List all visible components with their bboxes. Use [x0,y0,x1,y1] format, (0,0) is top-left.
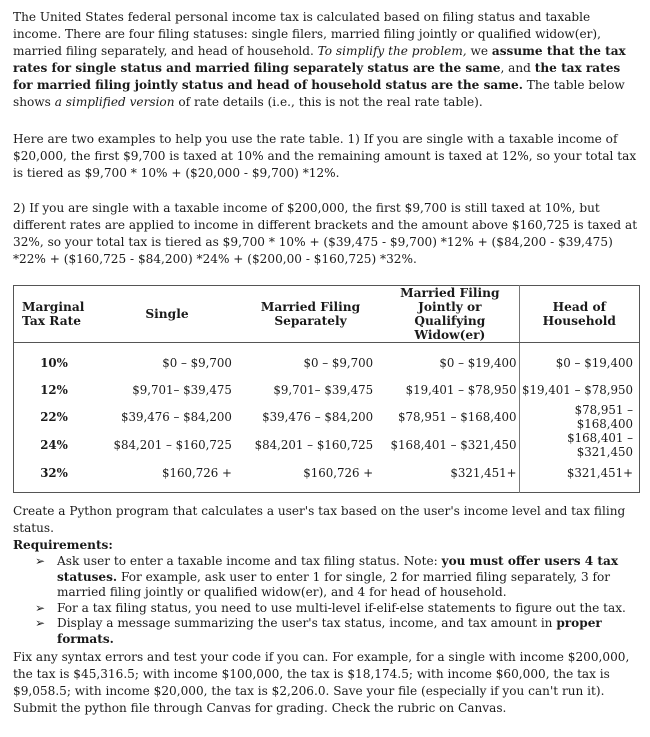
intro-paragraph [13,9,639,111]
header-married-separately: Married Filing Separately [240,286,381,343]
intro-tail: of rate details (i.e., this is not the real rate table). [178,95,483,109]
example-1-paragraph: Here are two examples to help you use the rate table. 1) If you are single with a taxable income of $20,000, the first $9,700 is taxed at 10% and the remaining amount is taxed at 12%, so your total tax is tiered as $9,700 * 10% + ($20,000 - $9,700) *12%. [13,132,637,180]
list-item [31,554,639,601]
requirements-list [13,554,639,648]
req2-text: For a tax filing status, you need to use multi-level if-elif-else statements to figure out the tax. [57,600,626,615]
arrow-bullet-icon: ➢ [35,600,46,615]
header-marginal-rate: Marginal Tax Rate [14,286,95,343]
table-row [14,403,640,431]
mfj-cell: $78,951 – $168,400 [381,403,519,431]
mfj-cell: $19,401 – $78,950 [381,376,519,403]
task-description: Create a Python program that calculates a user's tax based on the user's income level and tax filing status. [13,504,626,535]
mfs-cell: $84,201 – $160,725 [254,438,374,452]
hoh-cell: $19,401 – $78,950 [522,382,633,397]
table-header-row [14,286,640,343]
header-head-of-household: Head of Household [519,286,639,343]
table-row [14,431,640,459]
hoh-cell: $78,951 – $168,400 [574,403,633,431]
mfs-cell: $9,701– $39,475 [273,382,374,397]
hoh-cell: $0 – $19,400 [555,355,633,370]
mfs-cell: $160,726 + [303,465,374,480]
requirements-label: Requirements: [13,538,113,552]
header-single: Single [94,286,240,343]
intro-table-note: The table below shows [13,78,625,109]
intro-text: The United States federal personal income tax is calculated based on filing status and taxable income. There are four filing statuses: single filers, married filing jointly or qualified widow(er), married filing separately, and head of household. [13,10,601,58]
hoh-cell: $168,401 – $321,450 [567,431,633,459]
single-cell: $39,476 – $84,200 [120,410,232,424]
mfj-cell: $168,401 – $321,450 [381,431,519,459]
rate-cell: 32% [40,465,68,480]
req3-bold: proper formats. [57,616,602,646]
req1-text: Ask user to enter a taxable income and tax filing status. Note: [57,554,438,568]
task-section [13,503,639,648]
mfj-cell: $0 – $19,400 [381,349,519,376]
rate-cell: 10% [40,355,68,370]
table-row [14,349,640,376]
mfs-cell: $39,476 – $84,200 [262,410,374,424]
assumption-bold-2: the tax rates for married filing jointly status and head of household status are the same. [13,61,621,92]
single-cell: $84,201 – $160,725 [113,438,232,452]
req3-text: Display a message summarizing the user's tax status, income, and tax amount in [57,616,553,631]
table-row [14,376,640,403]
list-item [31,616,639,647]
requirements-heading [13,537,639,554]
tax-rate-table [13,285,640,493]
single-cell: $160,726 + [162,465,232,480]
rate-cell: 12% [40,382,68,397]
mfj-cell: $321,451+ [381,459,519,486]
single-cell: $0 – $9,700 [162,355,232,370]
list-item [31,601,639,617]
closing-paragraph: Fix any syntax errors and test your code if you can. For example, for a single with income $200,000, the tax is $45,316.5; with income $100,000, the tax is $18,174.5; with income $60,000, the tax is $9,058.5; with income $20,000, the tax is $2,206.0. Save your file (especially if you can't run it). Submit the python file through Canvas for grading. Check the rubric on Canvas. [13,650,630,715]
single-cell: $9,701– $39,475 [132,382,232,397]
rate-cell: 24% [40,438,68,452]
arrow-bullet-icon: ➢ [35,616,46,631]
example-2-paragraph: 2) If you are single with a taxable income of $200,000, the first $9,700 is still taxed at 10%, but different rates are applied to income in different brackets and the amount above $160,725 is taxed at 32%, so your total tax is tiered as $9,700 * 10% + ($39,475 - $9,700) *12% + ($84,200 - $39,475) *22% + ($160,725 - $84,200) *24% + ($200,00 - $160,725) *32%. [13,201,638,266]
intro-and: , and [500,61,531,75]
intro-text-we: we [470,44,489,58]
table-row [14,459,640,486]
table-spacer [14,486,640,493]
arrow-bullet-icon: ➢ [35,554,46,568]
req1-bold: you must offer users 4 tax statuses. [57,554,619,584]
assumption-bold-1: assume that the tax rates for single status and married filing separately status are the same [13,44,626,75]
req1-tail: For example, ask user to enter 1 for single, 2 for married filing separately, 3 for married filing jointly or qualified widow(er), and 4 for head of household. [57,569,611,600]
header-married-jointly: Married Filing Jointly or Qualifying Widow(er) [381,286,519,343]
hoh-cell: $321,451+ [566,465,633,480]
intro-italic-2: a simplified version [54,95,175,109]
intro-italic: To simplify the problem, [317,44,467,58]
rate-cell: 22% [40,410,68,424]
mfs-cell: $0 – $9,700 [303,355,374,370]
